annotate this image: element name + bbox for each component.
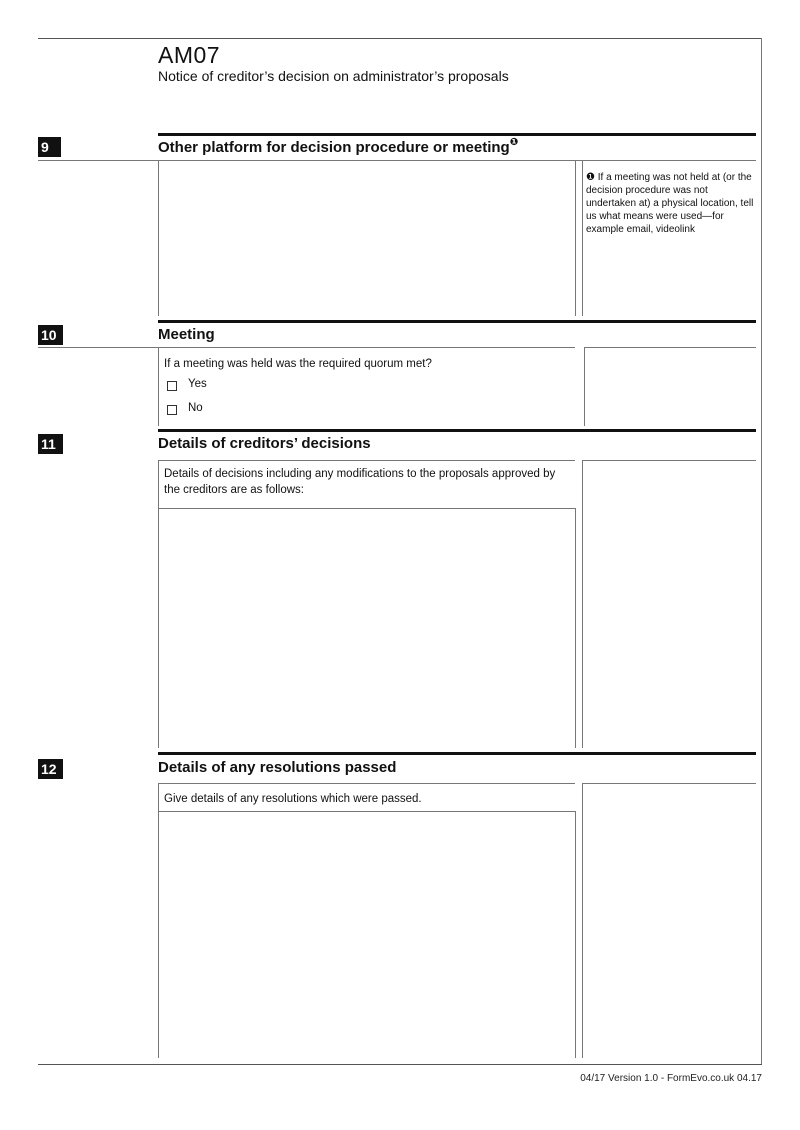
section-9-number: 9: [38, 137, 61, 157]
top-border: [38, 38, 762, 39]
bottom-border: [38, 1064, 762, 1065]
section-10-number: 10: [38, 325, 63, 345]
quorum-yes-label: Yes: [188, 378, 207, 390]
section-10-left-edge: [158, 348, 159, 426]
footer-version: 04/17 Version 1.0 - FormEvo.co.uk 04.17: [580, 1073, 762, 1084]
section-10-divider-left: [38, 347, 575, 348]
section-12-divider-left: [158, 783, 575, 784]
form-title: Notice of creditor’s decision on administrator’s proposals: [158, 68, 509, 84]
section-9-title: Other platform for decision procedure or meeting$^❶$: [158, 137, 519, 156]
section-12-right-edge: [575, 811, 576, 1058]
resolutions-passed-input[interactable]: [159, 812, 574, 1058]
section-12-number: 12: [38, 759, 63, 779]
quorum-question: If a meeting was held was the required quorum met?: [164, 358, 432, 370]
section-10-middle-edge: [584, 348, 585, 426]
section-12-divider-right: [582, 783, 756, 784]
section-11-note-column: [582, 461, 583, 748]
note-marker-icon: ❶: [586, 172, 595, 183]
section-12-prompt: Give details of any resolutions which were passed.: [164, 793, 422, 805]
section-9-note: ❶ If a meeting was not held at (or the decision procedure was not undertaken at) a physical location, tell us what means were used—for example email, videolink: [586, 172, 754, 235]
section-11-divider-left: [158, 460, 575, 461]
section-12-title: Details of any resolutions passed: [158, 759, 397, 776]
quorum-no-label: No: [188, 402, 203, 414]
form-code: AM07: [158, 42, 221, 68]
section-11-rule: [158, 429, 756, 432]
quorum-no-checkbox[interactable]: [167, 405, 177, 415]
section-12-rule: [158, 752, 756, 755]
right-border: [761, 38, 762, 1064]
section-10-title: Meeting: [158, 326, 215, 343]
section-11-title: Details of creditors’ decisions: [158, 435, 371, 452]
note-marker-icon: ❶: [509, 137, 519, 148]
section-11-right-edge: [575, 508, 576, 748]
section-11-prompt: Details of decisions including any modifications to the proposals approved by the creditors are as follows:: [164, 468, 556, 496]
section-11-number: 11: [38, 434, 63, 454]
section-9-input-area[interactable]: [158, 161, 576, 316]
quorum-yes-checkbox[interactable]: [167, 381, 177, 391]
section-10-rule: [158, 320, 756, 323]
creditors-decisions-input[interactable]: [159, 509, 574, 748]
section-10-divider-right: [584, 347, 756, 348]
section-9-note-column: [582, 161, 583, 316]
section-11-divider-right: [582, 460, 756, 461]
section-12-note-column: [582, 784, 583, 1058]
section-9-rule: [158, 133, 756, 136]
